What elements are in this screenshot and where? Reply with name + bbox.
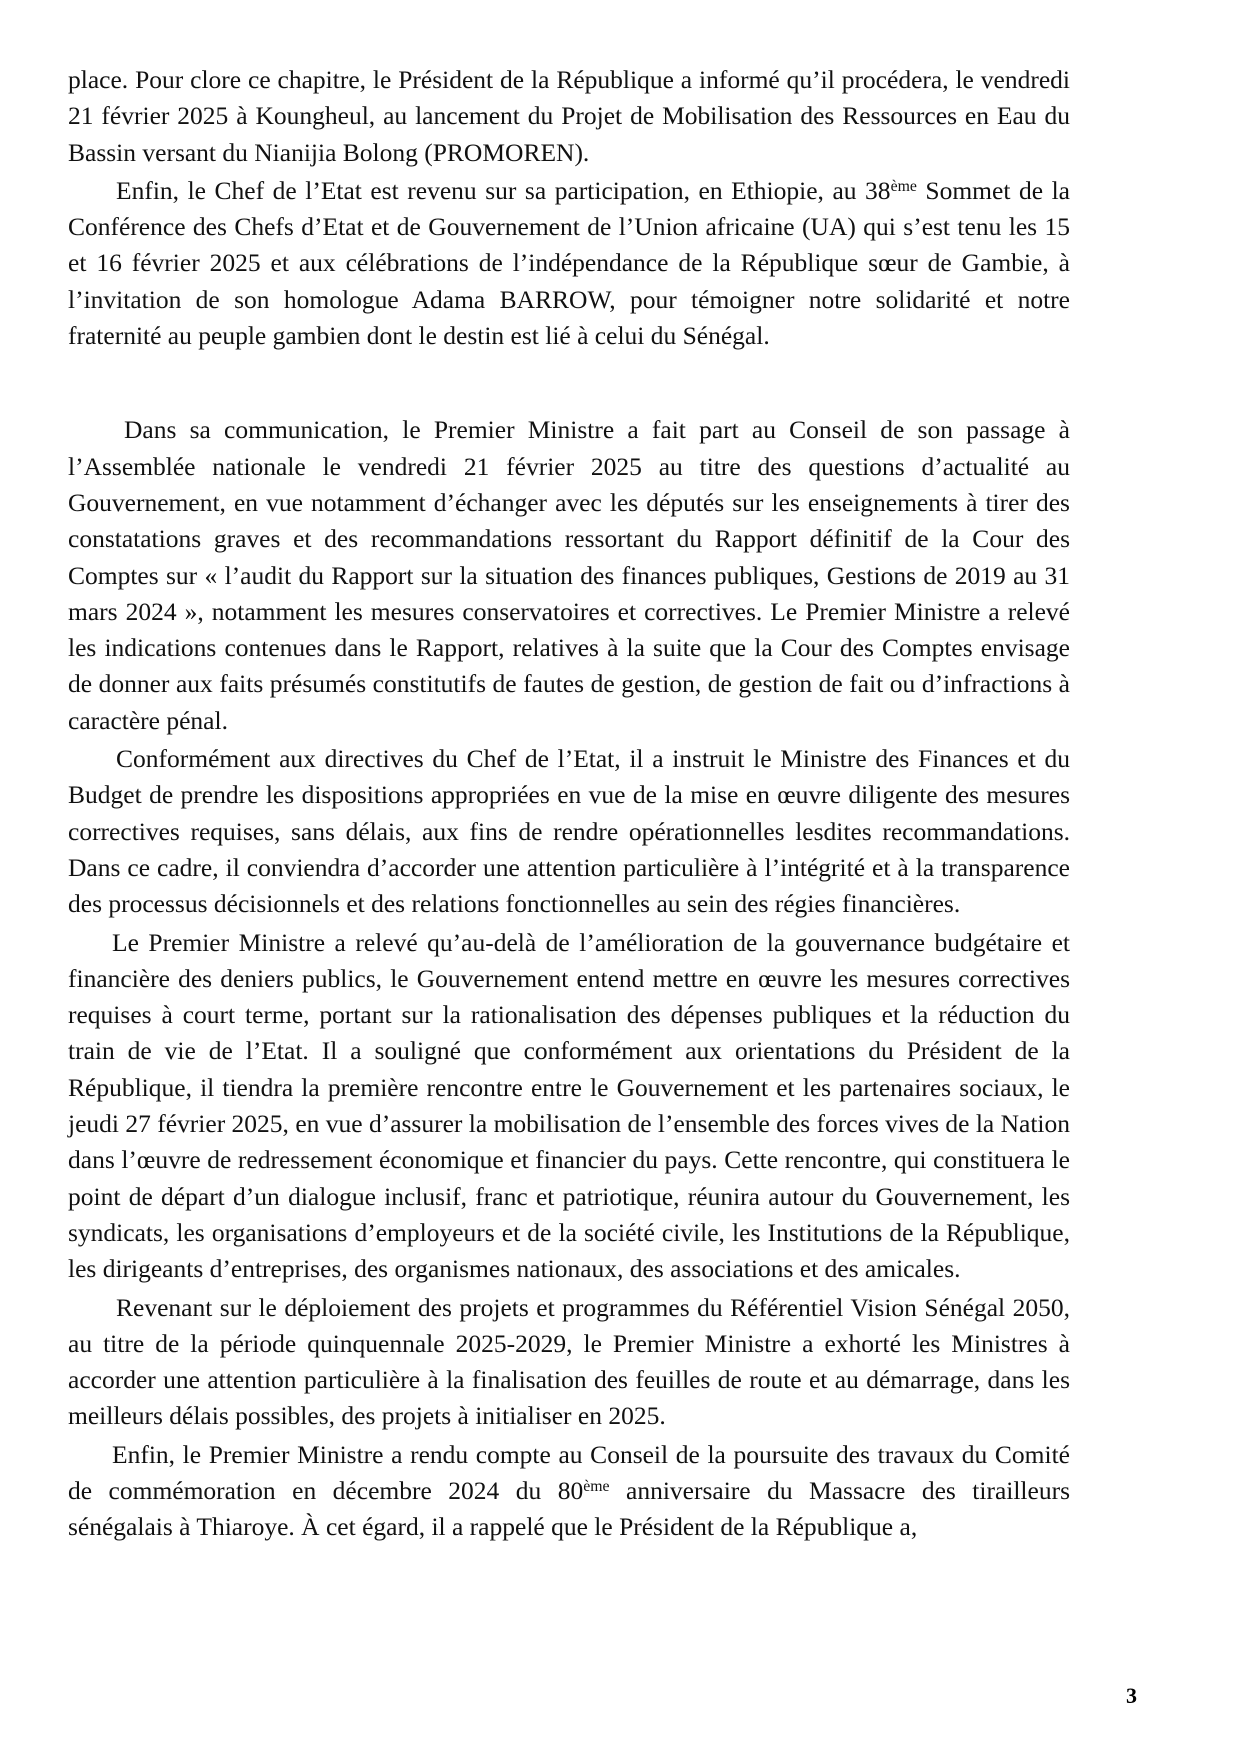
document-body <box>68 62 1070 1546</box>
paragraph-3: Dans sa communication, le Premier Ministre a fait part au Conseil de son passage à l’Assemblée nationale le vendredi 21 février 2025 au titre des questions d’actualité au Gouvernement, en vue notamment d’échanger avec les députés sur les enseignements à tirer des constatations graves et des recommandations ressortant du Rapport définitif de la Cour des Comptes sur « l’audit du Rapport sur la situation des finances publiques, Gestions de 2019 au 31 mars 2024 », notamment les mesures conservatoires et correctives. Le Premier Ministre a relevé les indications contenues dans le Rapport, relatives à la suite que la Cour des Comptes envisage de donner aux faits présumés constitutifs de fautes de gestion, de gestion de fait ou d’infractions à caractère pénal. <box>68 415 1070 735</box>
page-number: 3 <box>1126 1683 1137 1708</box>
ordinal-suffix: ème <box>583 1477 610 1495</box>
paragraph-6: Revenant sur le déploiement des projets et programmes du Référentiel Vision Sénégal 2050, au titre de la période quinquennale 2025-2029, le Premier Ministre a exhorté les Ministres à accorder une attention particulière à la finalisation des feuilles de route et au démarrage, dans les meilleurs délais possibles, des projets à initialiser en 2025. <box>68 1292 1070 1431</box>
paragraph-4: Conformément aux directives du Chef de l’Etat, il a instruit le Ministre des Finances et du Budget de prendre les dispositions appropriées en vue de la mise en œuvre diligente des mesures correctives requises, sans délais, aux fins de rendre opérationnelles lesdites recommandations. Dans ce cadre, il conviendra d’accorder une attention particulière à l’intégrité et à la transparence des processus décisionnels et des relations fonctionnelles au sein des régies financières. <box>68 744 1070 919</box>
ordinal-suffix: ème <box>890 177 917 195</box>
section-gap <box>68 354 1070 412</box>
paragraph-5: Le Premier Ministre a relevé qu’au-delà de l’amélioration de la gouvernance budgétaire et financière des deniers publics, le Gouvernement entend mettre en œuvre les mesures correctives requises à court terme, portant sur la rationalisation des dépenses publiques et la réduction du train de vie de l’Etat. Il a souligné que conformément aux orientations du Président de la République, il tiendra la première rencontre entre le Gouvernement et les partenaires sociaux, le jeudi 27 février 2025, en vue d’assurer la mobilisation de l’ensemble des forces vives de la Nation dans l’œuvre de redressement économique et financier du pays. Cette rencontre, qui constituera le point de départ d’un dialogue inclusif, franc et patriotique, réunira autour du Gouvernement, les syndicats, les organisations d’employeurs et de la société civile, les Institutions de la République, les dirigeants d’entreprises, des organismes nationaux, des associations et des amicales. <box>68 927 1070 1284</box>
paragraph-7: Enfin, le Premier Ministre a rendu compte au Conseil de la poursuite des travaux du Comité de commémoration en décembre 2024 du 80ème anniversaire du Massacre des tirailleurs sénégalais à Thiaroye. À cet égard, il a rappelé que le Président de la République a, <box>68 1439 1071 1542</box>
paragraph-1: place. Pour clore ce chapitre, le Président de la République a informé qu’il procédera, le vendredi 21 février 2025 à Koungheul, au lancement du Projet de Mobilisation des Ressources en Eau du Bassin versant du Nianijia Bolong (PROMOREN). <box>68 65 1070 167</box>
paragraph-2: Enfin, le Chef de l’Etat est revenu sur sa participation, en Ethiopie, au 38ème Sommet de la Conférence des Chefs d’Etat et de Gouvernement de l’Union africaine (UA) qui s’est tenu les 15 et 16 février 2025 et aux célébrations de l’indépendance de la République sœur de Gambie, à l’invitation de son homologue Adama BARROW, pour témoigner notre solidarité et notre fraternité au peuple gambien dont le destin est lié à celui du Sénégal. <box>68 175 1070 351</box>
